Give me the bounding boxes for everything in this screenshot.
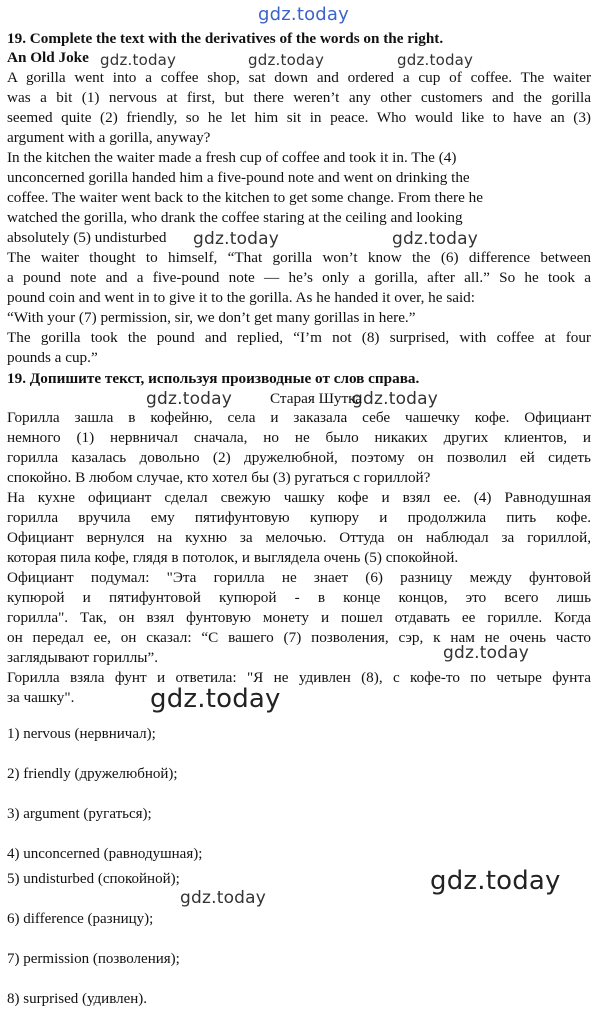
english-line: was a bit (1) nervous at first, but there weren’t any other customers and the gorilla (7, 89, 591, 106)
watermark: gdz.today (430, 866, 561, 896)
watermark-top: gdz.today (258, 4, 350, 25)
watermark: gdz.today (397, 51, 474, 69)
russian-line: горилла". Так, он взял фунтовую монету и пошел отдавать ее горилле. Когда (7, 609, 591, 626)
watermark: gdz.today (193, 229, 280, 249)
russian-line: заглядывают гориллы”. (7, 649, 159, 666)
russian-line: купюрой и пятифунтовой купюрой - в конце концов, это всего лишь (7, 589, 591, 606)
russian-heading: 19. Допишите текст, используя производные от слов справа. (7, 370, 420, 387)
russian-line: которая пила кофе, глядя в потолок, и выглядела очень (5) спокойной. (7, 549, 459, 566)
english-line: pound coin and went in to give it to the gorilla. As he handed it over, he said: (7, 289, 476, 306)
watermark: gdz.today (150, 684, 281, 714)
english-title: An Old Joke (7, 49, 89, 66)
english-line: a pound note and a five-pound note — he’s only a gorilla, after all.” So he took a (7, 269, 591, 286)
answer-item: 3) argument (ругаться); (7, 806, 152, 822)
watermark: gdz.today (100, 51, 177, 69)
watermark: gdz.today (443, 643, 530, 663)
english-line: pounds a cup.” (7, 349, 98, 366)
english-line: “With your (7) permission, sir, we don’t get many gorillas in here.” (7, 309, 416, 326)
english-heading: 19. Complete the text with the derivatives of the words on the right. (7, 30, 444, 47)
russian-line: На кухне официант сделал свежую чашку кофе и взял ее. (4) Равнодушная (7, 489, 591, 506)
russian-line: горилла вручила ему пятифунтовую купюру и продолжила пить кофе. (7, 509, 591, 526)
english-line: argument with a gorilla, anyway? (7, 129, 211, 146)
watermark: gdz.today (248, 51, 325, 69)
russian-line: за чашку". (7, 689, 75, 706)
russian-line: Горилла зашла в кофейню, села и заказала себе чашечку кофе. Официант (7, 409, 591, 426)
russian-line: Официант вернулся на кухню за мелочью. Оттуда он наблюдал за гориллой, (7, 529, 591, 546)
watermark: gdz.today (352, 389, 439, 409)
russian-line: он передал ее, он сказал: “С вашего (7) позволения, сэр, к нам не очень часто (7, 629, 591, 646)
answer-item: 4) unconcerned (равнодушная); (7, 846, 203, 862)
english-line: unconcerned gorilla handed him a five-pound note and went on drinking the (7, 169, 470, 186)
english-line: seemed quite (2) friendly, so he let him sit in peace. Who would like to have an (3) (7, 109, 591, 126)
english-line: watched the gorilla, who drank the coffee staring at the ceiling and looking (7, 209, 463, 226)
answer-item: 7) permission (позволения); (7, 951, 180, 967)
english-line: The waiter thought to himself, “That gorilla won’t know the (6) difference between (7, 249, 591, 266)
answer-item: 1) nervous (нервничал); (7, 726, 156, 742)
russian-line: Горилла взяла фунт и ответила: "Я не удивлен (8), с кофе-то по четыре фунта (7, 669, 591, 686)
russian-line: немного (1) нервничал сначала, но не было никаких других клиентов, и (7, 429, 591, 446)
russian-title: Старая Шутка (270, 390, 363, 407)
answer-item: 2) friendly (дружелюбной); (7, 766, 178, 782)
watermark: gdz.today (146, 389, 233, 409)
answer-item: 6) difference (разницу); (7, 911, 154, 927)
english-line: absolutely (5) undisturbed (7, 229, 167, 246)
english-line: A gorilla went into a coffee shop, sat down and ordered a cup of coffee. The waiter (7, 69, 591, 86)
answer-item: 8) surprised (удивлен). (7, 991, 147, 1007)
watermark: gdz.today (180, 888, 267, 908)
english-line: The gorilla took the pound and replied, “I’m not (8) surprised, with coffee at four (7, 329, 591, 346)
russian-line: спокойно. В любом случае, кто хотел бы (3) ругаться с гориллой? (7, 469, 431, 486)
english-line: coffee. The waiter went back to the kitchen to get some change. From there he (7, 189, 483, 206)
english-line: In the kitchen the waiter made a fresh cup of coffee and took it in. The (4) (7, 149, 457, 166)
answer-item: 5) undisturbed (спокойной); (7, 871, 180, 887)
russian-line: горилла казалась довольно (2) дружелюбной, поэтому он позволил ей сидеть (7, 449, 591, 466)
russian-line: Официант подумал: "Эта горилла не знает (6) разницу между фунтовой (7, 569, 591, 586)
watermark: gdz.today (392, 229, 479, 249)
